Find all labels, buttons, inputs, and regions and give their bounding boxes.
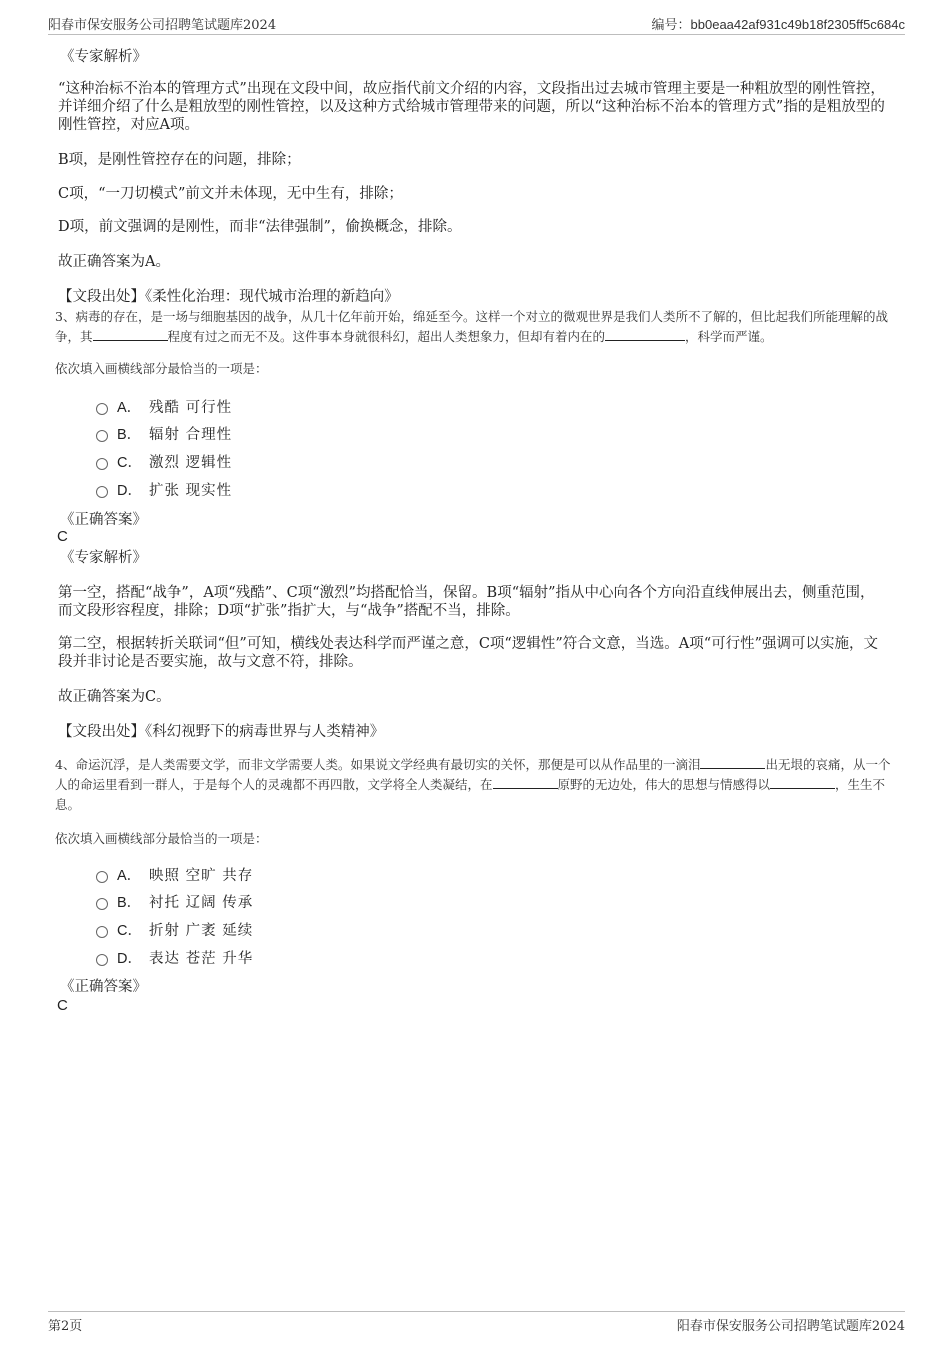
analysis-paragraph: 第二空，根据转折关联词“但”可知，横线处表达科学而严谨之意，C项“逻辑性”符合文意，当选。A项“可行性”强调可以实施，文段并非讨论是否要实施，故与文意不符，排除。 xyxy=(58,636,879,670)
answer-label: 《正确答案》 xyxy=(60,512,147,528)
source-citation: 【文段出处】《柔性化治理：现代城市治理的新趋向》 xyxy=(58,289,399,305)
correct-answer: C xyxy=(57,997,68,1014)
option-d[interactable]: D． 扩张 现实性 xyxy=(96,478,232,500)
option-c[interactable]: C． 折射 广袤 延续 xyxy=(96,918,253,940)
radio-icon[interactable] xyxy=(96,403,108,415)
question-prompt: 依次填入画横线部分最恰当的一项是： xyxy=(55,361,268,376)
analysis-paragraph: C项，“一刀切模式”前文并未体现，无中生有，排除； xyxy=(58,186,403,202)
page-footer xyxy=(48,1311,905,1337)
correct-answer: C xyxy=(57,528,68,545)
analysis-paragraph: B项，是刚性管控存在的问题，排除； xyxy=(58,152,301,168)
page-header xyxy=(48,14,905,35)
question-stem: 4、命运沉浮，是人类需要文学，而非文学需要人类。如果说文学经典有最切实的关怀，那便是可以从作品里的一滴泪 出无垠的哀痛，从一个人的命运里看到一群人，于是每个人的灵魂都不再四散，文学将全人类凝结，在 原野的无边处，伟大的思想与情感得以 ，生生不息。 xyxy=(55,757,891,812)
document-id: 编号：bb0eaa42af931c49b18f2305ff5c684c xyxy=(651,17,905,32)
header-title: 阳春市保安服务公司招聘笔试题库2024 xyxy=(48,18,277,33)
option-a[interactable]: A． 残酷 可行性 xyxy=(96,395,232,417)
question-prompt: 依次填入画横线部分最恰当的一项是： xyxy=(55,831,268,846)
radio-icon[interactable] xyxy=(96,486,108,498)
radio-icon[interactable] xyxy=(96,458,108,470)
radio-icon[interactable] xyxy=(96,430,108,442)
option-b[interactable]: B． 衬托 辽阔 传承 xyxy=(96,890,253,912)
conclusion: 故正确答案为A。 xyxy=(58,254,170,270)
option-d[interactable]: D． 表达 苍茫 升华 xyxy=(96,946,253,968)
question-stem: 3、病毒的存在，是一场与细胞基因的战争，从几十亿年前开始，绵延至今。这样一个对立的微观世界是我们人类所不了解的，但比起我们所能理解的战争，其 程度有过之而无不及。这件事本身就很科幻，超出人类想象力，但却有着内在的 ，科学而严谨。 xyxy=(55,309,888,344)
option-b[interactable]: B． 辐射 合理性 xyxy=(96,422,232,444)
answer-label: 《正确答案》 xyxy=(60,979,147,995)
source-citation: 【文段出处】《科幻视野下的病毒世界与人类精神》 xyxy=(58,724,385,740)
page-number: 第2页 xyxy=(48,1319,83,1334)
analysis-paragraph: D项，前文强调的是刚性，而非“法律强制”，偷换概念，排除。 xyxy=(58,219,462,235)
radio-icon[interactable] xyxy=(96,954,108,966)
analysis-paragraph: 第一空，搭配“战争”，A项“残酷”、C项“激烈”均搭配恰当，保留。B项“辐射”指从中心向各个方向沿直线伸展出去，侧重范围，而文段形容程度，排除；D项“扩张”指扩大，与“战争”搭配不当，排除。 xyxy=(58,585,875,619)
analysis-label: 《专家解析》 xyxy=(60,550,147,566)
analysis-paragraph: “这种治标不治本的管理方式”出现在文段中间，故应指代前文介绍的内容，文段指出过去城市管理主要是一种粗放型的刚性管控，并详细介绍了什么是粗放型的刚性管控，以及这种方式给城市管理带来的问题，所以“这种治标不治本的管理方式”指的是粗放型的刚性管控，对应A项。 xyxy=(58,81,885,133)
option-a[interactable]: A． 映照 空旷 共存 xyxy=(96,863,253,885)
radio-icon[interactable] xyxy=(96,871,108,883)
radio-icon[interactable] xyxy=(96,898,108,910)
footer-title: 阳春市保安服务公司招聘笔试题库2024 xyxy=(676,1319,905,1334)
conclusion: 故正确答案为C。 xyxy=(58,689,171,705)
analysis-label: 《专家解析》 xyxy=(60,49,147,65)
option-c[interactable]: C． 激烈 逻辑性 xyxy=(96,450,232,472)
radio-icon[interactable] xyxy=(96,926,108,938)
